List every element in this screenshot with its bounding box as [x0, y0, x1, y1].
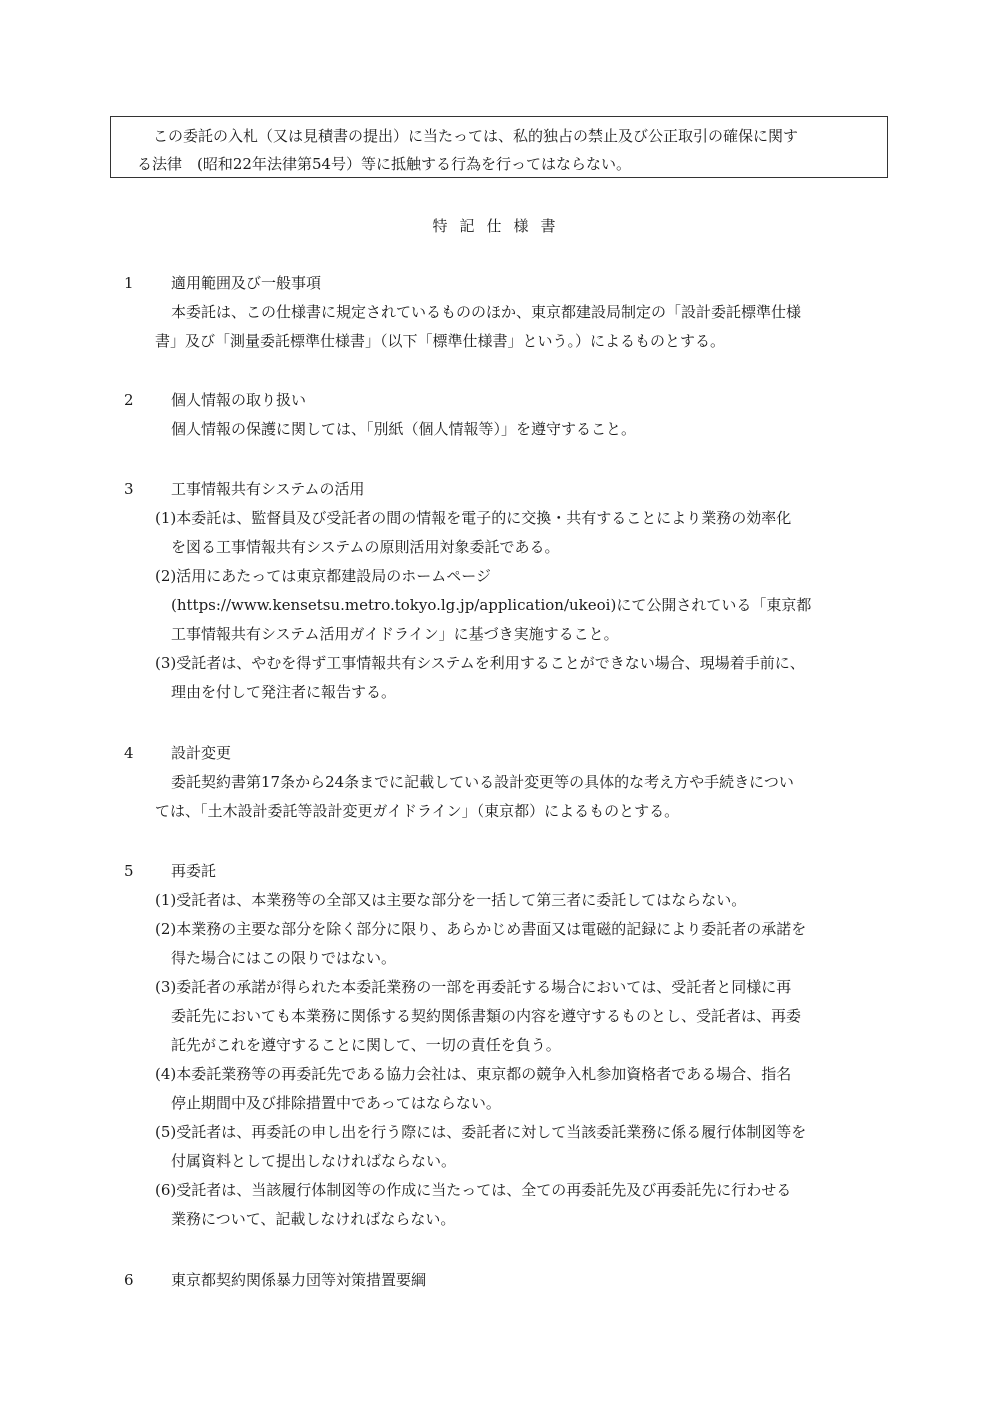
section-5-line-7: (4)本委託業務等の再委託先である協力会社は、東京都の競争入札参加資格者である場合、指名: [155, 1065, 792, 1083]
section-4-title: 設計変更: [171, 744, 232, 762]
section-5-line-4: (3)委託者の承諾が得られた本委託業務の一部を再委託する場合においては、受託者と同様に再: [155, 978, 792, 996]
section-3-line-7: 理由を付して発注者に報告する。: [171, 683, 397, 701]
section-3-line-3: (2)活用にあたっては東京都建設局のホームページ: [155, 567, 491, 585]
section-3-line-2: を図る工事情報共有システムの原則活用対象委託である。: [171, 538, 560, 556]
notice-line-2: る法律 (昭和22年法律第54号）等に抵触する行為を行ってはならない。: [137, 155, 632, 173]
section-3-line-5: 工事情報共有システム活用ガイドライン」に基づき実施すること。: [171, 625, 619, 643]
section-5-line-8: 停止期間中及び排除措置中であってはならない。: [171, 1094, 501, 1112]
section-1-line-2: 書」及び「測量委託標準仕様書」（以下「標準仕様書」という。）によるものとする。: [155, 332, 726, 350]
section-5-line-10: 付属資料として提出しなければならない。: [171, 1152, 457, 1170]
section-5-line-1: (1)受託者は、本業務等の全部又は主要な部分を一括して第三者に委託してはならない。: [155, 891, 747, 909]
section-5-line-9: (5)受託者は、再委託の申し出を行う際には、委託者に対して当該委託業務に係る履行体制図等を: [155, 1123, 807, 1141]
section-4-number: 4: [124, 744, 134, 762]
section-2-title: 個人情報の取り扱い: [171, 391, 307, 409]
section-5-line-5: 委託先においても本業務に関係する契約関係書類の内容を遵守するものとし、受託者は、再委: [171, 1007, 802, 1025]
section-5-line-12: 業務について、記載しなければならない。: [171, 1210, 456, 1228]
notice-line-1: この委託の入札（又は見積書の提出）に当たっては、私的独占の禁止及び公正取引の確保に関す: [153, 127, 799, 145]
section-2-line-1: 個人情報の保護に関しては、「別紙（個人情報等）」を遵守すること。: [171, 420, 637, 438]
section-5-number: 5: [124, 862, 134, 880]
section-4-line-1: 委託契約書第17条から24条までに記載している設計変更等の具体的な考え方や手続きについ: [171, 773, 794, 791]
section-5-line-11: (6)受託者は、当該履行体制図等の作成に当たっては、全ての再委託先及び再委託先に行わせる: [155, 1181, 792, 1199]
section-6-title: 東京都契約関係暴力団等対策措置要綱: [171, 1271, 427, 1289]
section-6-number: 6: [124, 1271, 134, 1289]
page-title: 特記仕様書: [432, 217, 568, 235]
section-3-line-1: (1)本委託は、監督員及び受託者の間の情報を電子的に交換・共有することにより業務の効率化: [155, 509, 792, 527]
section-3-number: 3: [124, 480, 134, 498]
section-5-title: 再委託: [171, 862, 217, 880]
section-3-line-6: (3)受託者は、やむを得ず工事情報共有システムを利用することができない場合、現場着手前に、: [155, 654, 805, 672]
section-1-line-1: 本委託は、この仕様書に規定されているもののほか、東京都建設局制定の「設計委託標準仕様: [171, 303, 802, 321]
section-4-line-2: ては、「土木設計委託等設計変更ガイドライン」（東京都）によるものとする。: [155, 802, 680, 820]
section-3-title: 工事情報共有システムの活用: [171, 480, 365, 498]
section-3-line-4: (https://www.kensetsu.metro.tokyo.lg.jp/application/ukeoi)にて公開されている「東京都: [171, 596, 812, 614]
section-1-title: 適用範囲及び一般事項: [171, 274, 322, 292]
section-2-number: 2: [124, 391, 134, 409]
section-1-number: 1: [124, 274, 134, 292]
section-5-line-2: (2)本業務の主要な部分を除く部分に限り、あらかじめ書面又は電磁的記録により委託者の承諾を: [155, 920, 807, 938]
section-5-line-3: 得た場合にはこの限りではない。: [171, 949, 397, 967]
section-5-line-6: 託先がこれを遵守することに関して、一切の責任を負う。: [171, 1036, 561, 1054]
